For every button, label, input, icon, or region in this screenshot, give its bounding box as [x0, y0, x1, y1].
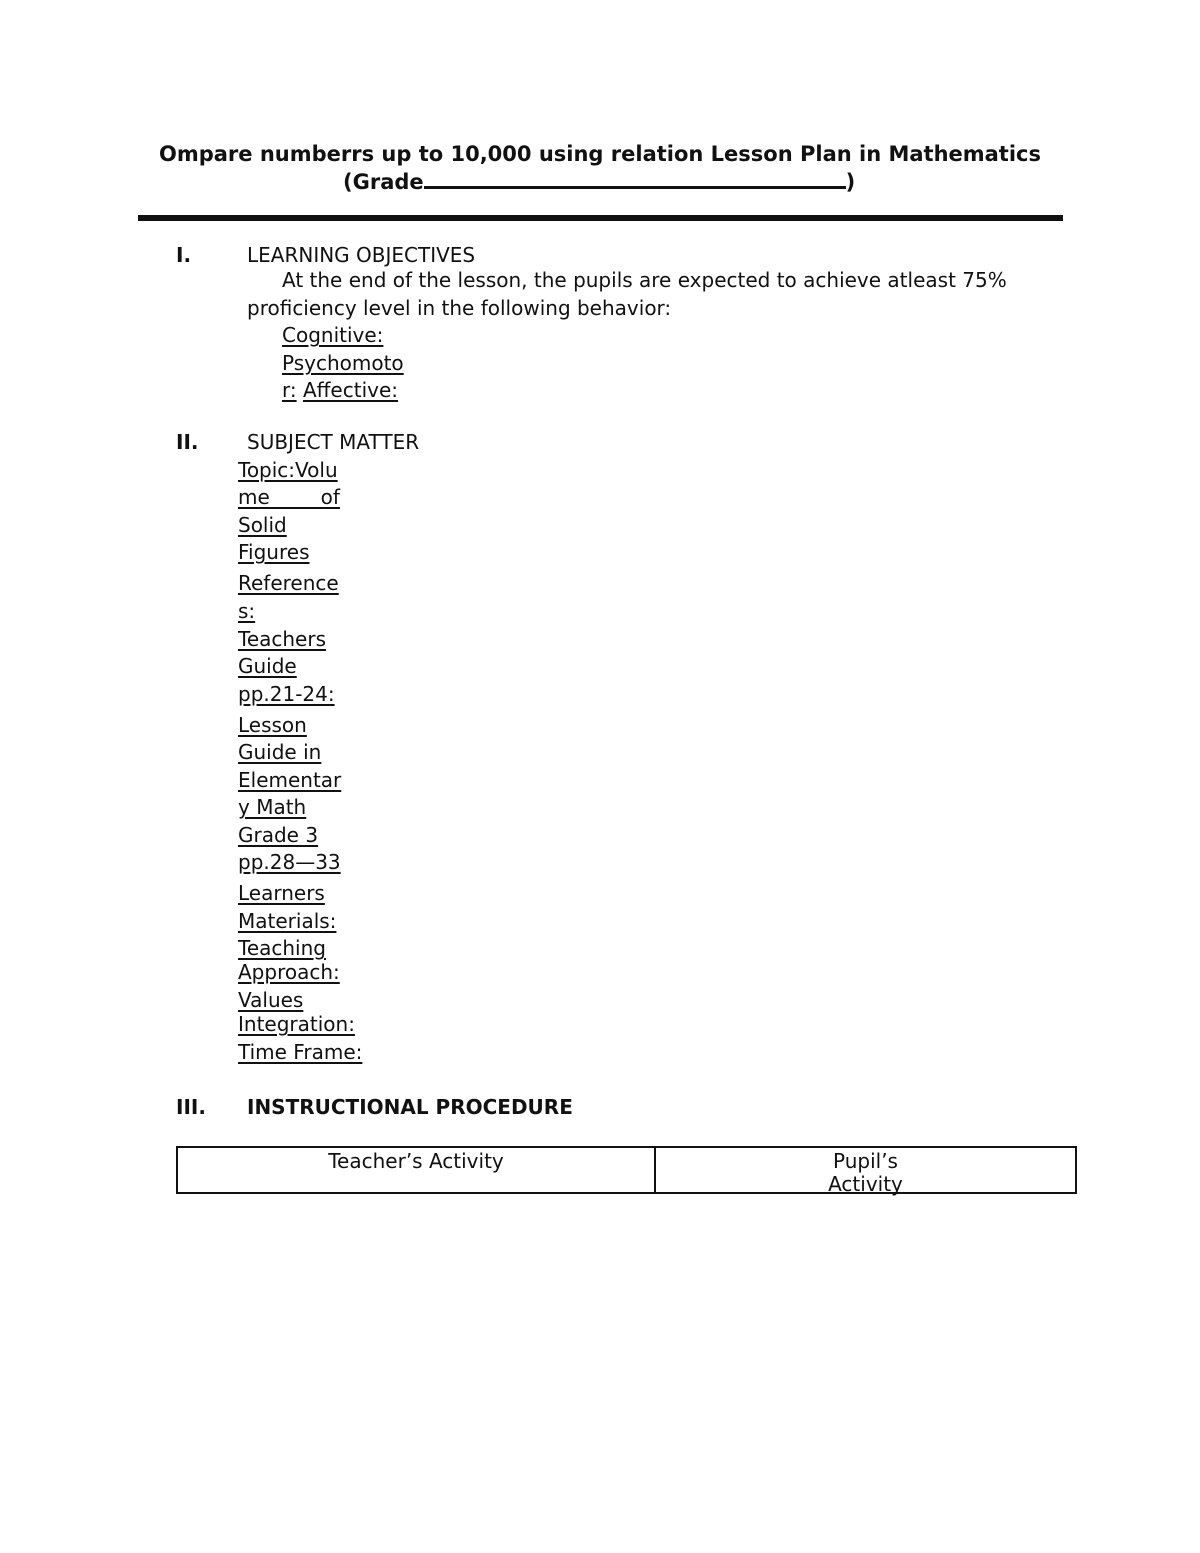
subject-line-20: Values	[238, 988, 304, 1012]
subject-line-16: Learners	[238, 881, 325, 905]
subject-line-2: me of	[238, 485, 340, 509]
grade-blank	[424, 166, 846, 189]
subject-line-3: Solid	[238, 513, 287, 537]
subject-line-4: Figures	[238, 540, 310, 564]
table-header-teacher	[178, 1148, 656, 1192]
section-heading-subject-matter: SUBJECT MATTER	[247, 430, 420, 454]
table-header-pupil	[656, 1148, 1075, 1196]
section-number-3: III.	[176, 1095, 206, 1119]
teacher-activity-label: Teacher’s Activity	[328, 1149, 504, 1173]
objectives-intro-line1: At the end of the lesson, the pupils are expected to achieve atleast 75%	[282, 268, 1007, 292]
subject-line-14: Grade 3	[238, 823, 319, 847]
grade-line	[343, 166, 855, 195]
objective-psychomotor: Psychomoto	[282, 351, 404, 375]
subject-line-8: Guide	[238, 654, 297, 678]
pupil-activity-label-line2: Activity	[828, 1172, 903, 1196]
objective-psychomotor-end: r:	[282, 378, 297, 402]
subject-line-13: y Math	[238, 795, 307, 819]
grade-prefix: (Grade	[343, 170, 424, 194]
section-number-2: II.	[176, 430, 199, 454]
objective-psychomotor-affective-line	[282, 376, 398, 404]
subject-line-1: Topic:Volu	[238, 458, 338, 482]
subject-line-15: pp.28—33	[238, 850, 341, 874]
section-number-1: I.	[176, 243, 192, 267]
subject-line-11: Guide in	[238, 740, 322, 764]
objective-affective: Affective:	[302, 378, 399, 402]
activity-table	[176, 1146, 1077, 1194]
section-heading-procedure: INSTRUCTIONAL PROCEDURE	[247, 1095, 573, 1119]
pupil-activity-label-line1: Pupil’s	[833, 1149, 898, 1173]
subject-line-22: Time Frame:	[238, 1040, 363, 1064]
objectives-intro-line2: proficiency level in the following behavior:	[247, 296, 672, 320]
header-divider	[138, 215, 1063, 221]
objective-cognitive: Cognitive:	[282, 323, 384, 347]
subject-line-7: Teachers	[238, 627, 326, 651]
subject-line-18: Teaching	[238, 936, 326, 960]
subject-line-5: Reference	[238, 571, 339, 595]
document-title: Ompare numberrs up to 10,000 using relation Lesson Plan in Mathematics	[158, 142, 1041, 166]
subject-line-9: pp.21-24:	[238, 682, 335, 706]
grade-suffix: )	[845, 170, 856, 194]
subject-line-12: Elementar	[238, 768, 342, 792]
subject-line-19: Approach:	[238, 960, 340, 984]
subject-line-21: Integration:	[238, 1012, 355, 1036]
subject-line-17: Materials:	[238, 909, 337, 933]
section-heading-objectives: LEARNING OBJECTIVES	[247, 243, 476, 267]
subject-line-6: s:	[238, 599, 256, 623]
subject-line-10: Lesson	[238, 713, 307, 737]
